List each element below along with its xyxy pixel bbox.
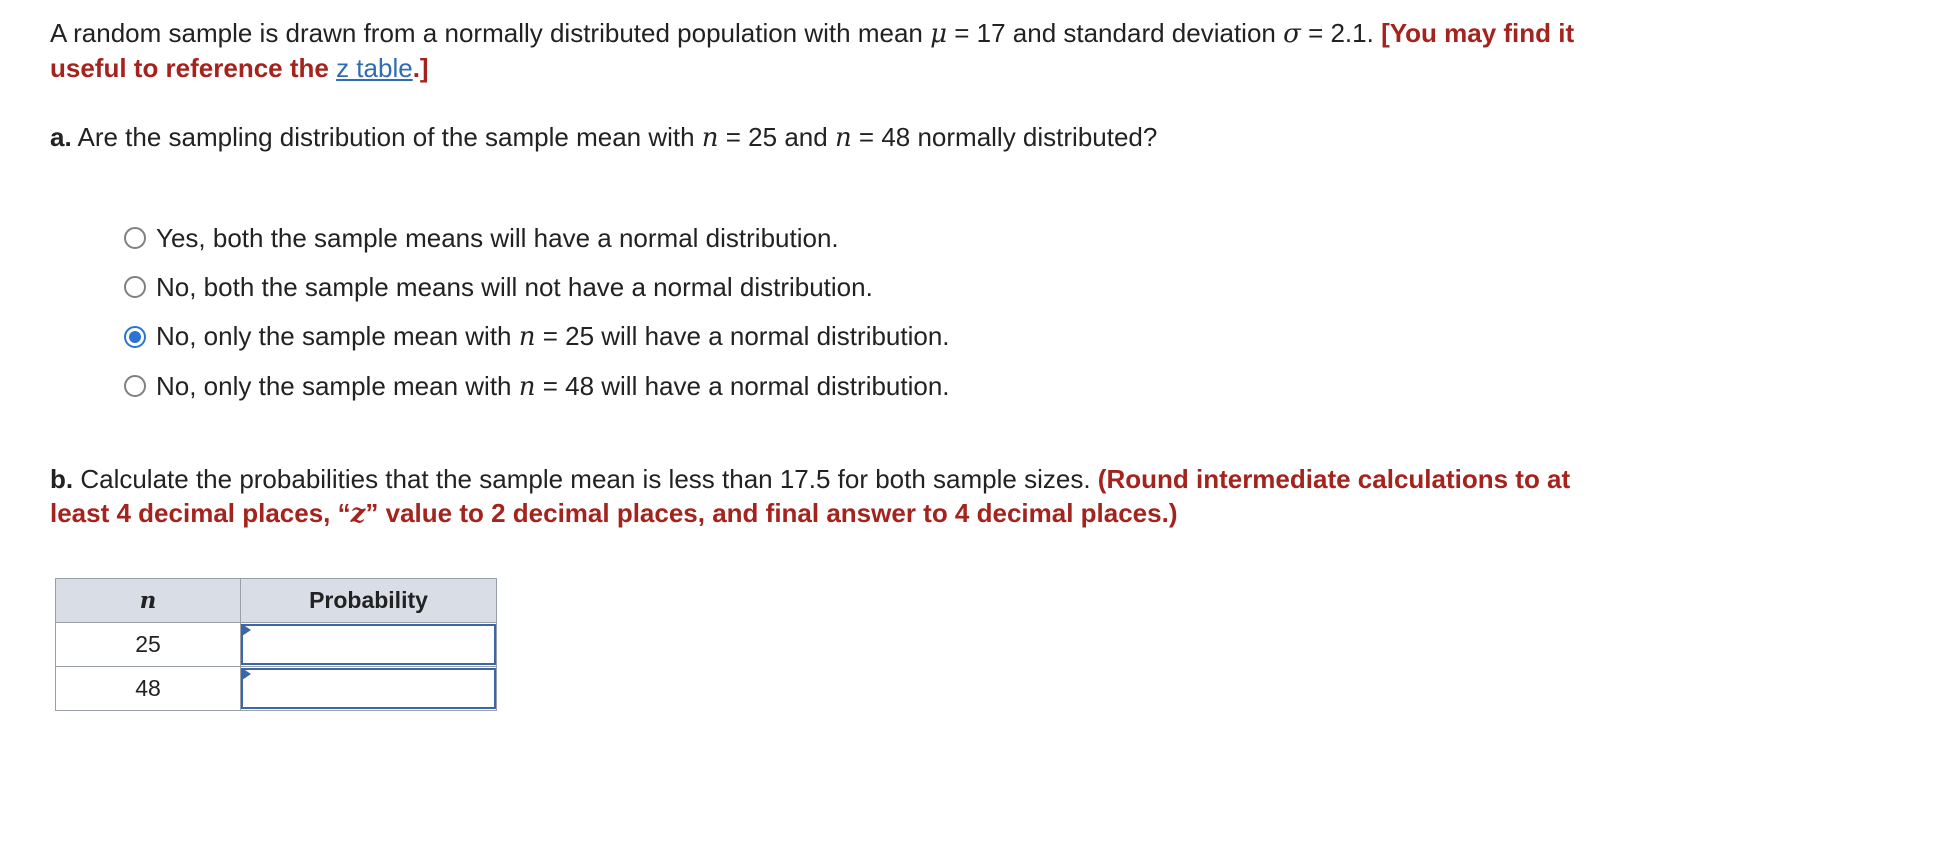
rounding-hint-2: least 4 decimal places, “ (50, 498, 351, 528)
option-label (156, 272, 873, 302)
option-text: Yes, both the sample means will have a normal distribution. (156, 222, 839, 253)
radio-button[interactable] (124, 227, 146, 249)
problem-intro (50, 16, 1574, 85)
part-a-question (50, 120, 1157, 155)
part-b-text: Calculate the probabilities that the sample mean is less than 17.5 for both sample sizes. (73, 464, 1098, 494)
z-table-link[interactable]: z table (336, 53, 413, 83)
rounding-hint: (Round intermediate calculations to at (1097, 464, 1571, 494)
n-symbol: n (518, 371, 536, 402)
option-text: No, only the sample mean with (156, 370, 519, 401)
probability-input-n48[interactable] (241, 668, 496, 709)
hint-text-2: useful to reference the (50, 53, 337, 83)
probability-input-n25[interactable] (241, 624, 496, 665)
rounding-hint-3: ” value to 2 decimal places, and final answer to 4 decimal places.) (365, 498, 1178, 528)
option-label (156, 321, 950, 352)
option-1[interactable] (124, 213, 950, 263)
header-n: n (56, 579, 241, 623)
intro-line-2 (50, 51, 1574, 85)
part-a-text-3: = 48 normally distributed? (851, 122, 1158, 152)
table-row (56, 667, 497, 711)
mu-value: = 17 and standard deviation (947, 18, 1284, 48)
sample-size-cell: 25 (56, 623, 241, 667)
probability-cell (241, 667, 497, 711)
radio-button[interactable] (124, 375, 146, 397)
part-b-line-1 (50, 462, 1570, 496)
header-probability: Probability (241, 579, 497, 623)
part-b-line-2 (50, 496, 1570, 531)
n-symbol: n (518, 322, 536, 353)
option-text: No, both the sample means will not have a normal distribution. (156, 272, 873, 303)
table-row (56, 623, 497, 667)
sigma-symbol: σ (1283, 19, 1301, 49)
option-text: No, only the sample mean with (156, 321, 519, 352)
radio-button[interactable] (124, 276, 146, 298)
cell-marker-icon (242, 668, 251, 680)
part-a-text-1: Are the sampling distribution of the sample mean with (71, 122, 702, 152)
answer-options (124, 213, 950, 411)
probability-cell (241, 623, 497, 667)
part-b-question (50, 462, 1570, 531)
option-label (156, 223, 839, 253)
option-2[interactable] (124, 263, 950, 313)
cell-marker-icon (242, 624, 251, 636)
n-symbol: n (834, 123, 852, 153)
probability-table (55, 578, 497, 711)
option-text: = 48 will have a normal distribution. (535, 370, 950, 401)
sample-size-cell: 48 (56, 667, 241, 711)
sigma-value: = 2.1. (1300, 18, 1382, 48)
option-label (156, 371, 950, 402)
mu-symbol: μ (930, 19, 947, 49)
hint-text: [You may find it (1381, 18, 1575, 48)
table-header-row (56, 579, 497, 623)
radio-button[interactable] (124, 326, 146, 348)
part-b-label: b. (50, 464, 74, 494)
part-a-label: a. (50, 122, 72, 152)
intro-line-1 (50, 16, 1574, 51)
option-text: = 25 will have a normal distribution. (535, 321, 950, 352)
part-a-text-2: = 25 and (718, 122, 835, 152)
option-4[interactable] (124, 362, 950, 412)
option-3[interactable] (124, 312, 950, 362)
hint-suffix: .] (412, 53, 429, 83)
n-symbol: n (701, 123, 719, 153)
intro-text: A random sample is drawn from a normally distributed population with mean (50, 18, 931, 48)
z-symbol: z (350, 499, 366, 529)
